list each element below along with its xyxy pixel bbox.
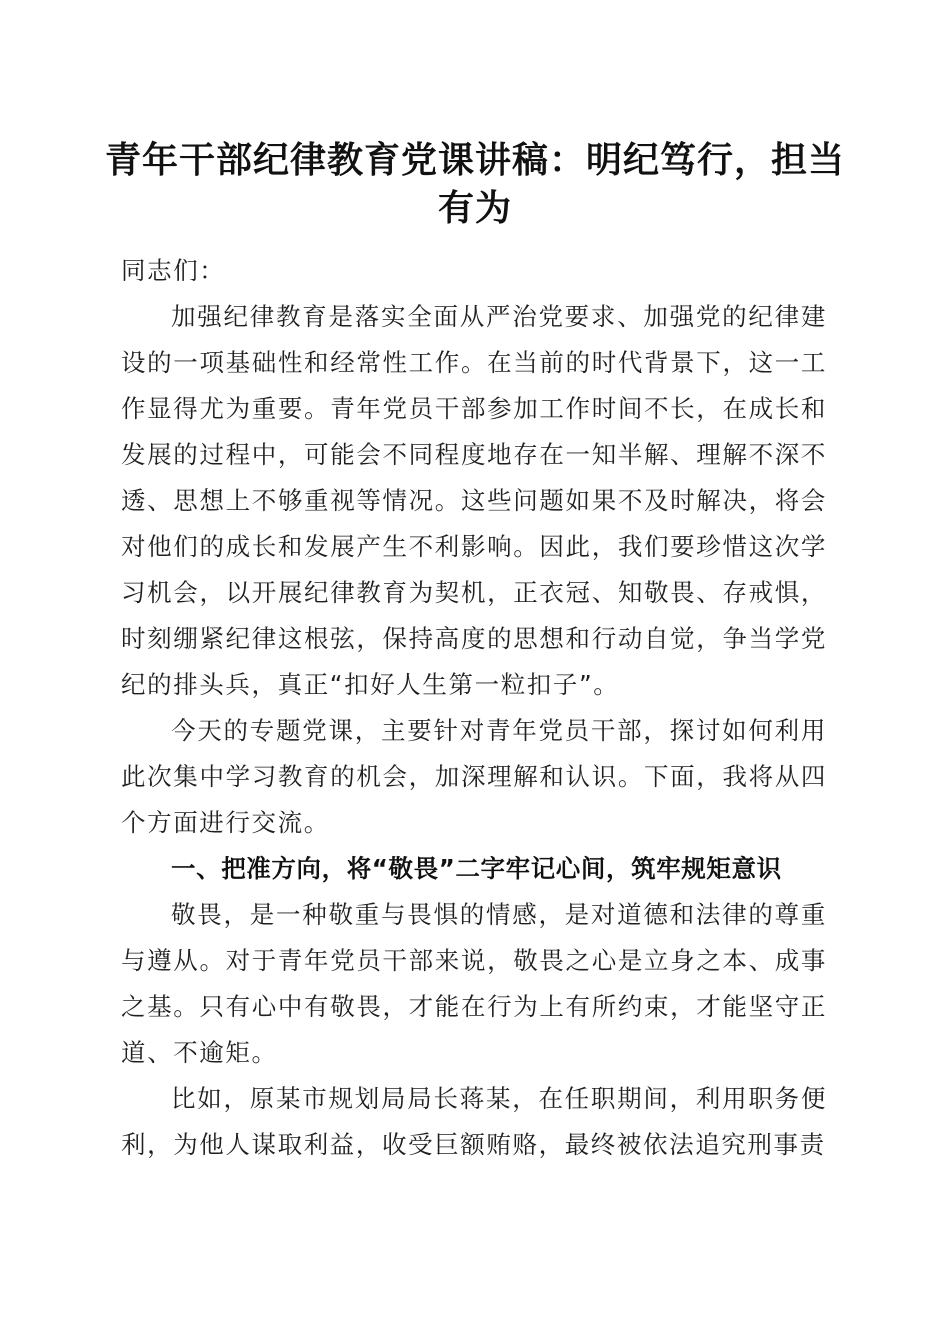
document-title: 青年干部纪律教育党课讲稿：明纪笃行，担当有为 bbox=[104, 139, 845, 229]
paragraph: 加强纪律教育是落实全面从严治党要求、加强党的纪律建设的一项基础性和经常性工作。在当前的时代背景下，这一工作显得尤为重要。青年党员干部参加工作时间不长，在成长和发展的过程中，可能会不同程度地存在一知半解、理解不深不透、思想上不够重视等情况。这些问题如果不及时解决，将会对他们的成长和发展产生不利影响。因此，我们要珍惜这次学习机会，以开展纪律教育为契机，正衣冠、知敬畏、存戒惧，时刻绷紧纪律这根弦，保持高度的思想和行动自觉，争当学党纪的排头兵，真正“扣好人生第一粒扣子”。 bbox=[121, 302, 827, 699]
paragraph: 比如，原某市规划局局长蒋某，在任职期间，利用职务便利，为他人谋取利益，收受巨额贿赂，最终被依法追究刑事责 bbox=[121, 1084, 827, 1159]
paragraph: 今天的专题党课，主要针对青年党员干部，探讨如何利用此次集中学习教育的机会，加深理解和认识。下面，我将从四个方面进行交流。 bbox=[121, 716, 827, 837]
document-body bbox=[121, 248, 827, 1168]
salutation: 同志们： bbox=[121, 256, 226, 285]
section-heading: 一、把准方向，将“敬畏”二字牢记心间，筑牢规矩意识 bbox=[171, 854, 782, 883]
paragraph: 敬畏，是一种敬重与畏惧的情感，是对道德和法律的尊重与遵从。对于青年党员干部来说，敬畏之心是立身之本、成事之基。只有心中有敬畏，才能在行为上有所约束，才能坚守正道、不逾矩。 bbox=[121, 900, 827, 1067]
